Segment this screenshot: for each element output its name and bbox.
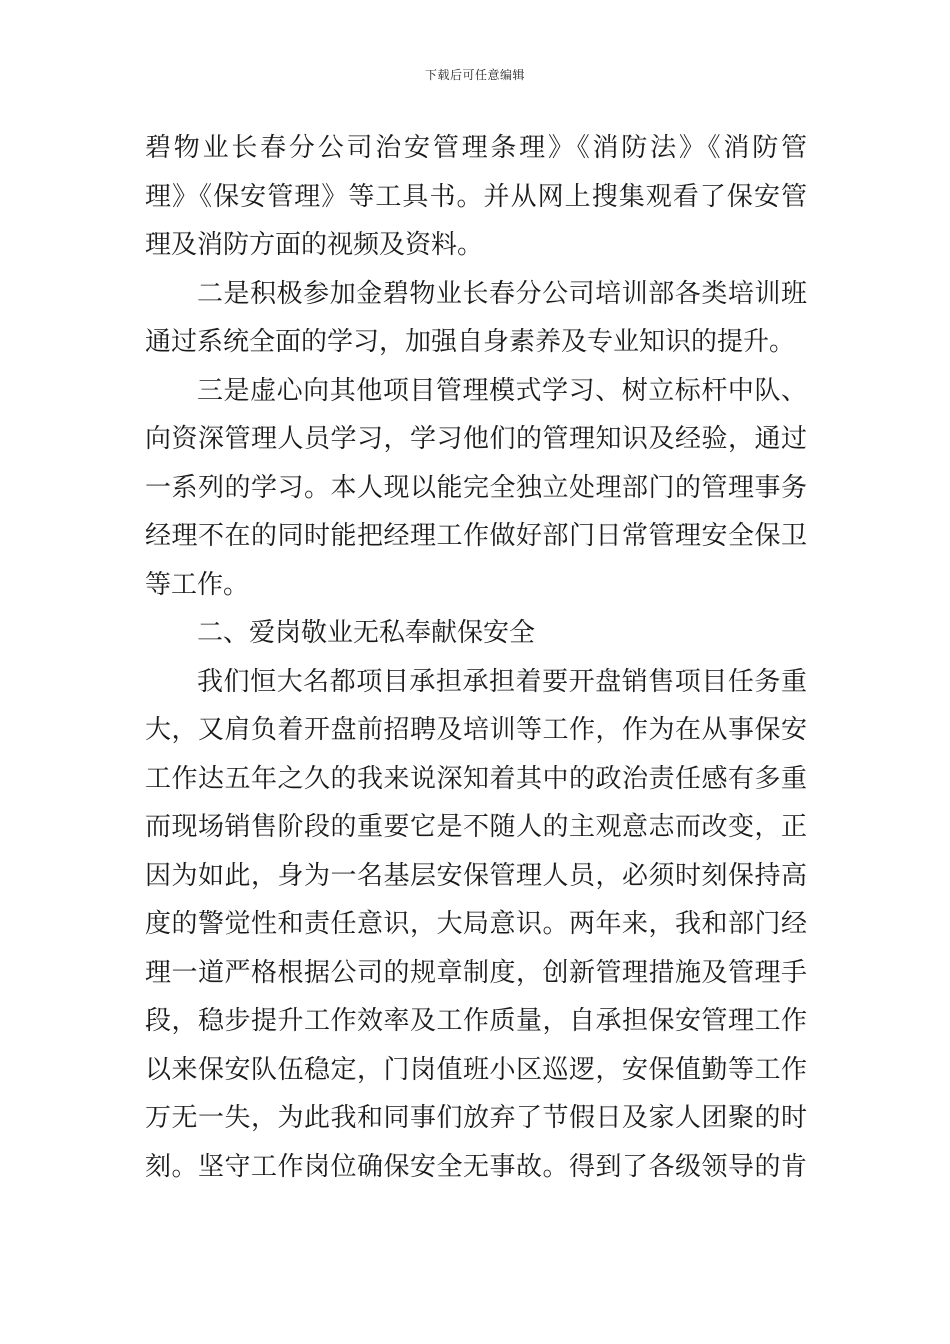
text-line: 而现场销售阶段的重要它是不随人的主观意志而改变，正 — [145, 812, 807, 842]
text-line: 理一道严格根据公司的规章制度，创新管理措施及管理手 — [145, 957, 807, 988]
page-header-note: 下载后可任意编辑 — [424, 68, 525, 82]
paragraph-first-line: 我们恒大名都项目承担承担着要开盘销售项目任务重 — [197, 666, 807, 697]
text-line: 刻。坚守工作岗位确保安全无事故。得到了各级领导的肯 — [145, 1151, 807, 1182]
text-line: 通过系统全面的学习，加强自身素养及专业知识的提升。 — [145, 327, 796, 357]
text-line: 段，稳步提升工作效率及工作质量，自承担保安管理工作 — [145, 1006, 807, 1036]
section-heading: 二、爱岗敬业无私奉献保安全 — [197, 618, 536, 648]
text-line: 碧物业长春分公司治安管理条理》《消防法》《消防管 — [145, 133, 807, 163]
text-line: 万无一失，为此我和同事们放弃了节假日及家人团聚的时 — [145, 1103, 807, 1133]
paragraph-first-line: 二是积极参加金碧物业长春分公司培训部各类培训班 — [197, 278, 807, 309]
text-line: 大，又肩负着开盘前招聘及培训等工作，作为在从事保安 — [145, 715, 807, 745]
text-line: 向资深管理人员学习，学习他们的管理知识及经验，通过 — [145, 424, 807, 454]
text-line: 工作达五年之久的我来说深知着其中的政治责任感有多重 — [145, 763, 807, 794]
text-line: 等工作。 — [145, 569, 250, 600]
text-line: 因为如此，身为一名基层安保管理人员，必须时刻保持高 — [145, 860, 807, 891]
text-line: 度的警觉性和责任意识，大局意识。两年来，我和部门经 — [145, 909, 807, 939]
text-line: 以来保安队伍稳定，门岗值班小区巡逻，安保值勤等工作 — [145, 1054, 807, 1085]
text-line: 一系列的学习。本人现以能完全独立处理部门的管理事务 — [145, 472, 807, 503]
paragraph-first-line: 三是虚心向其他项目管理模式学习、树立标杆中队、 — [197, 375, 807, 406]
document-body — [145, 124, 807, 1191]
text-line: 经理不在的同时能把经理工作做好部门日常管理安全保卫 — [145, 521, 807, 551]
text-line: 理及消防方面的视频及资料。 — [145, 230, 484, 260]
text-line: 理》《保安管理》等工具书。并从网上搜集观看了保安管 — [145, 181, 807, 212]
